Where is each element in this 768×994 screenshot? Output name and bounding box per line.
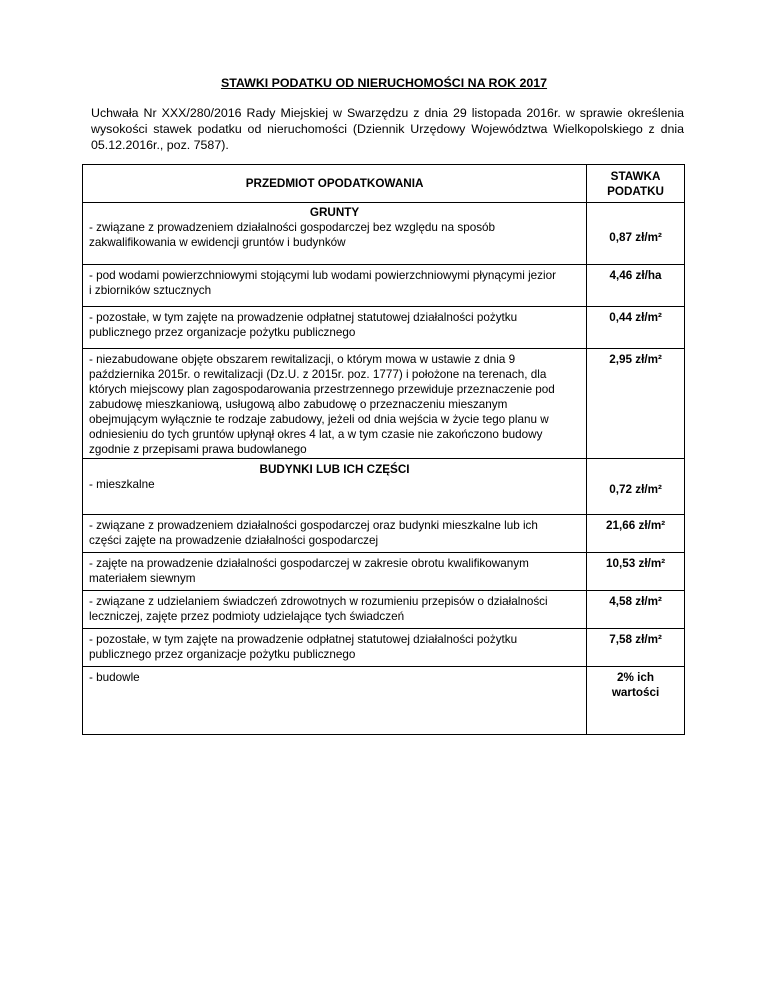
row-rate: 10,53 zł/m² [587,553,685,591]
header-rate [587,165,685,203]
row-rate: 4,46 zł/ha [587,264,685,306]
table-row [83,264,685,306]
tax-rate-table [82,164,685,735]
budowle-rate-line2: wartości [611,686,660,699]
table-row [83,477,685,515]
row-rate: 7,58 zł/m² [587,629,685,667]
intro-paragraph: Uchwała Nr XXX/280/2016 Rady Miejskiej w Swarzędzu z dnia 29 listopada 2016r. w sprawie określenia wysokości stawek podatku od nieruchomości (Dziennik Urzędowy Województwa Wielkopolskiego z dnia 05.12.2016r., poz. 7587). [91,106,684,152]
row-rate: 0,72 zł/m² [587,477,685,515]
table-row [83,220,685,264]
row-rate: 0,87 zł/m² [587,220,685,264]
row-rate [587,667,685,735]
header-rate-line2: PODATKU [607,184,664,198]
section-budynki-title: BUDYNKI LUB ICH CZĘŚCI [83,458,587,477]
table-header-row [83,165,685,203]
row-subject: - budowle [83,667,587,735]
row-rate: 2,95 zł/m² [587,348,685,458]
table-row [83,591,685,629]
row-rate: 4,58 zł/m² [587,591,685,629]
table-row [83,553,685,591]
section-grunty-row [83,203,685,221]
document-title: STAWKI PODATKU OD NIERUCHOMOŚCI NA ROK 2017 [220,76,548,90]
row-rate: 21,66 zł/m² [587,515,685,553]
section-grunty-title: GRUNTY [83,203,587,221]
row-subject: - pozostałe, w tym zajęte na prowadzenie odpłatnej statutowej działalności pożytku publicznego przez organizacje pożytku publicznego [83,629,587,667]
row-subject: - mieszkalne [83,477,587,515]
row-rate: 0,44 zł/m² [587,306,685,348]
row-subject: - związane z prowadzeniem działalności gospodarczej bez względu na sposób zakwalifikowania w ewidencji gruntów i budynków [83,220,587,264]
table-row [83,629,685,667]
section-budynki-row [83,458,685,477]
row-subject: - niezabudowane objęte obszarem rewitalizacji, o którym mowa w ustawie z dnia 9 października 2015r. o rewitalizacji (Dz.U. z 2015r. poz. 1777) i położone na terenach, dla których miejscowy plan zagospodarowania przestrzennego przewiduje przeznaczenie pod zabudowę mieszkaniową, usługową albo zabudowę o przeznaczeniu mieszanym obejmującym wyłącznie te rodzaje zabudowy, jeżeli od dnia wejścia w życie tego planu w odniesieniu do tych gruntów upłynął okres 4 lat, a w tym czasie nie zakończono budowy zgodnie z przepisami prawa budowlanego [83,348,587,458]
header-subject: PRZEDMIOT OPODATKOWANIA [83,165,587,203]
table-row [83,306,685,348]
table-row [83,348,685,458]
row-subject: - zajęte na prowadzenie działalności gospodarczej w zakresie obrotu kwalifikowanym materiałem siewnym [83,553,587,591]
table-row [83,515,685,553]
row-subject: - związane z udzielaniem świadczeń zdrowotnych w rozumieniu przepisów o działalności leczniczej, zajęte przez podmioty udzielające tych świadczeń [83,591,587,629]
table-row-budowle [83,667,685,735]
budowle-rate-line1: 2% ich [617,671,655,684]
header-rate-line1: STAWKA [610,169,661,183]
row-subject: - pod wodami powierzchniowymi stojącymi lub wodami powierzchniowymi płynącymi jezior i zbiorników sztucznych [83,264,587,306]
row-subject: - związane z prowadzeniem działalności gospodarczej oraz budynki mieszkalne lub ich części zajęte na prowadzenie działalności gospodarczej [83,515,587,553]
row-subject: - pozostałe, w tym zajęte na prowadzenie odpłatnej statutowej działalności pożytku publicznego przez organizacje pożytku publicznego [83,306,587,348]
